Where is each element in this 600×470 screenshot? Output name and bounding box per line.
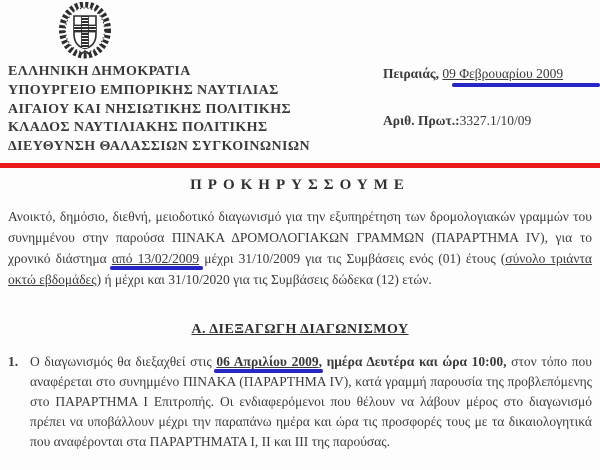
opening-paragraph	[8, 206, 592, 290]
underlined-duration-phrase: σύνολο τριάντα οκτώ εβδομάδες	[8, 251, 592, 287]
blue-marker-under-date	[452, 83, 600, 87]
section-a-heading: Α. ΔΙΕΞΑΓΩΓΗ ΔΙΑΓΩΝΙΣΜΟΥ	[191, 322, 409, 337]
paragraph-text: Ανοικτό, δημόσιο, διεθνή, μειοδοτικό διαγωνισμό για την εξυπηρέτηση των δρομολογιακών γραμμών του συνημμένου στην παρούσα ΠΙΝΑΚΑ ΔΡΟΜΟΛΟΓΙΑΚΩΝ ΓΡΑΜΜΩΝ (ΠΑΡΑΡΤΗΜΑ IV), για το χρονικό διάστημα	[8, 209, 592, 266]
item-number: 1.	[8, 354, 19, 369]
authority-line: ΑΙΓΑΙΟΥ ΚΑΙ ΝΗΣΙΩΤΙΚΗΣ ΠΟΛΙΤΙΚΗΣ	[8, 101, 292, 117]
numbered-item-1	[8, 352, 592, 452]
place-and-date	[383, 66, 563, 82]
authority-line: ΥΠΟΥΡΓΕΙΟ ΕΜΠΟΡΙΚΗΣ ΝΑΥΤΙΛΙΑΣ	[8, 82, 279, 98]
protocol-number-line	[383, 113, 531, 129]
start-date-highlight: από 13/02/2009	[111, 251, 200, 266]
auction-date-highlight: 06 Απριλίου 2009	[216, 354, 319, 369]
issuing-authority-block	[8, 63, 310, 157]
place-label: Πειραιάς,	[383, 66, 440, 81]
item-text: Ο διαγωνισμός θα διεξαχθεί στις	[30, 354, 217, 369]
paragraph-text: ) ή μέχρι και 31/10/2020 για τις Συμβάσεις δώδεκα (12) ετών.	[96, 272, 432, 287]
bold-day-time: , ημέρα Δευτέρα και ώρα 10:00,	[318, 354, 507, 369]
greek-coat-of-arms-icon	[54, 2, 116, 60]
authority-line: ΔΙΕΥΘΥΝΣΗ ΘΑΛΑΣΣΙΩΝ ΣΥΓΚΟΙΝΩΝΙΩΝ	[8, 139, 310, 155]
authority-line: ΚΛΑΔΟΣ ΝΑΥΤΙΛΙΑΚΗΣ ΠΟΛΙΤΙΚΗΣ	[8, 120, 268, 136]
authority-line: ΕΛΛΗΝΙΚΗ ΔΗΜΟΚΡΑΤΙΑ	[8, 64, 191, 79]
item-text: στον τόπο που αναφέρεται στο συνημμένο ΠΙΝΑΚΑ (ΠΑΡΑΡΤΗΜΑ IV), κατά γραμμή παρουσία της προβλεπόμενης στο ΠΑΡΑΡΤΗΜΑ Ι Επιτροπής. Οι ενδιαφερόμενοι που θέλουν να λάβουν μέρος στο διαγωνισμό πρέπει να υποβάλλουν μέχρι την παραπάνω ημέρα και ώρα τις προσφορές τους με τα δικαιολογητικά που αναφέρονται στα ΠΑΡΑΡΤΗΜΑΤΑ Ι, ΙΙ και ΙΙΙ της παρούσας.	[30, 354, 592, 449]
protocol-label: Αριθ. Πρωτ.:	[383, 113, 460, 128]
document-date: 09 Φεβρουαρίου 2009	[442, 66, 564, 81]
red-divider-line	[0, 163, 600, 168]
protocol-number: 3327.1/10/09	[459, 113, 532, 128]
paragraph-text: μέχρι 31/10/2009 για τις Συμβάσεις ενός (01) έτους (	[199, 251, 506, 266]
document-title: ΠΡΟΚΗΡΥΣΣΟΥΜΕ	[190, 177, 410, 193]
item-body	[30, 352, 592, 452]
